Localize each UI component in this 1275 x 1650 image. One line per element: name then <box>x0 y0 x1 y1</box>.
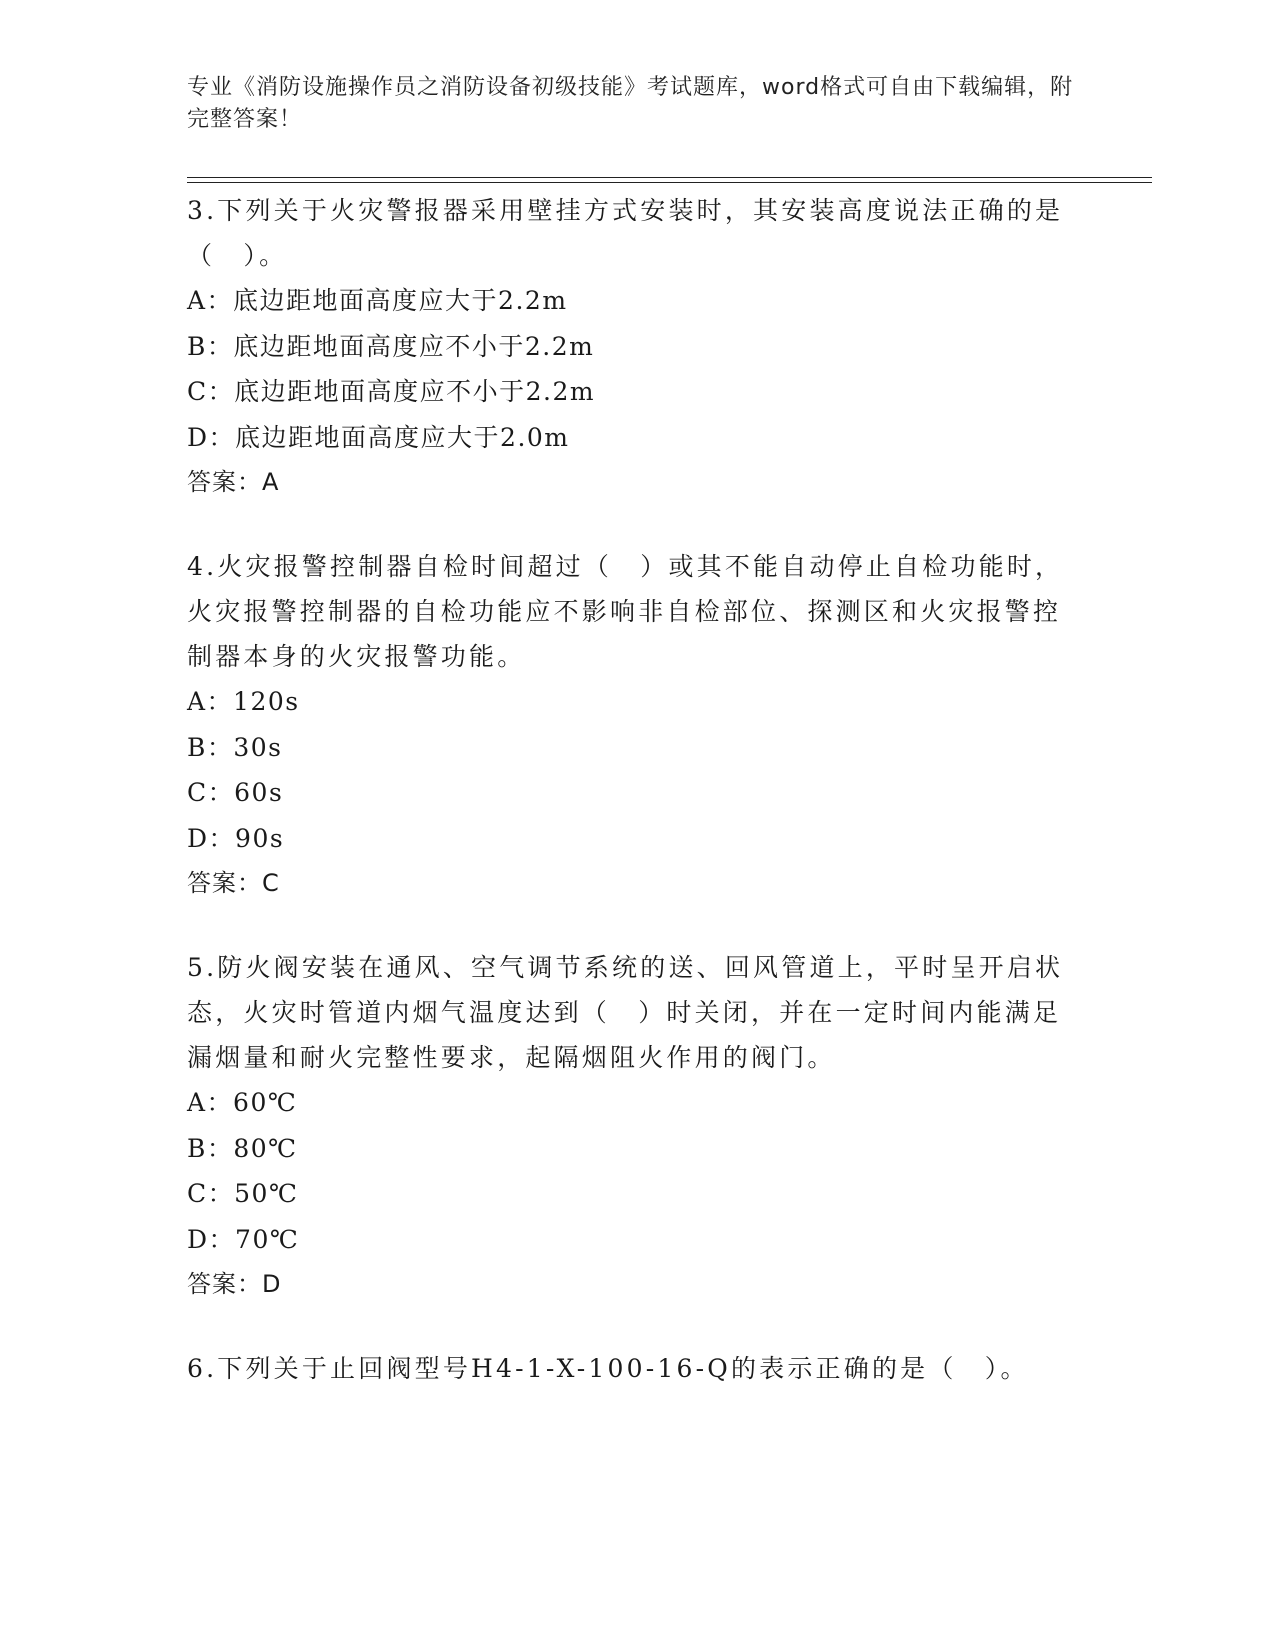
option-d: D：90s <box>187 823 285 853</box>
option-a: A：底边距地面高度应大于2.2m <box>187 286 568 315</box>
header-rule-top <box>187 177 1152 178</box>
option-d: D：70℃ <box>187 1224 300 1254</box>
question-list <box>187 188 1077 1431</box>
option-c: C：60s <box>187 778 284 807</box>
question-3 <box>187 188 1077 504</box>
answer: 答案：C <box>187 869 280 897</box>
question-text: 6.下列关于止回阀型号H4-1-X-100-16-Q的表示正确的是（ ）。 <box>187 1354 1029 1383</box>
option-b: B：底边距地面高度应不小于2.2m <box>187 331 595 361</box>
header-rule-bottom <box>187 182 1152 183</box>
option-c: C：50℃ <box>187 1179 299 1208</box>
option-b: B：30s <box>187 732 283 762</box>
answer: 答案：D <box>187 1270 282 1298</box>
question-text: 3.下列关于火灾警报器采用壁挂方式安装时，其安装高度说法正确的是（ ）。 <box>187 196 1064 270</box>
answer: 答案：A <box>187 468 280 496</box>
option-b: B：80℃ <box>187 1133 298 1163</box>
question-6 <box>187 1346 1077 1391</box>
option-c: C：底边距地面高度应不小于2.2m <box>187 377 596 406</box>
option-a: A：120s <box>187 687 300 716</box>
question-text: 5.防火阀安装在通风、空气调节系统的送、回风管道上，平时呈开启状态，火灾时管道内烟气温度达到（ ）时关闭，并在一定时间内能满足漏烟量和耐火完整性要求，起隔烟阻火作用的阀门。 <box>187 953 1064 1072</box>
option-d: D：底边距地面高度应大于2.0m <box>187 422 570 452</box>
document-header: 专业《消防设施操作员之消防设备初级技能》考试题库，word格式可自由下载编辑，附完整答案！ <box>187 75 1074 132</box>
question-5 <box>187 945 1077 1306</box>
question-text: 4.火灾报警控制器自检时间超过（ ）或其不能自动停止自检功能时，火灾报警控制器的自检功能应不影响非自检部位、探测区和火灾报警控制器本身的火灾报警功能。 <box>187 552 1064 671</box>
option-a: A：60℃ <box>187 1088 298 1117</box>
question-4 <box>187 544 1077 905</box>
